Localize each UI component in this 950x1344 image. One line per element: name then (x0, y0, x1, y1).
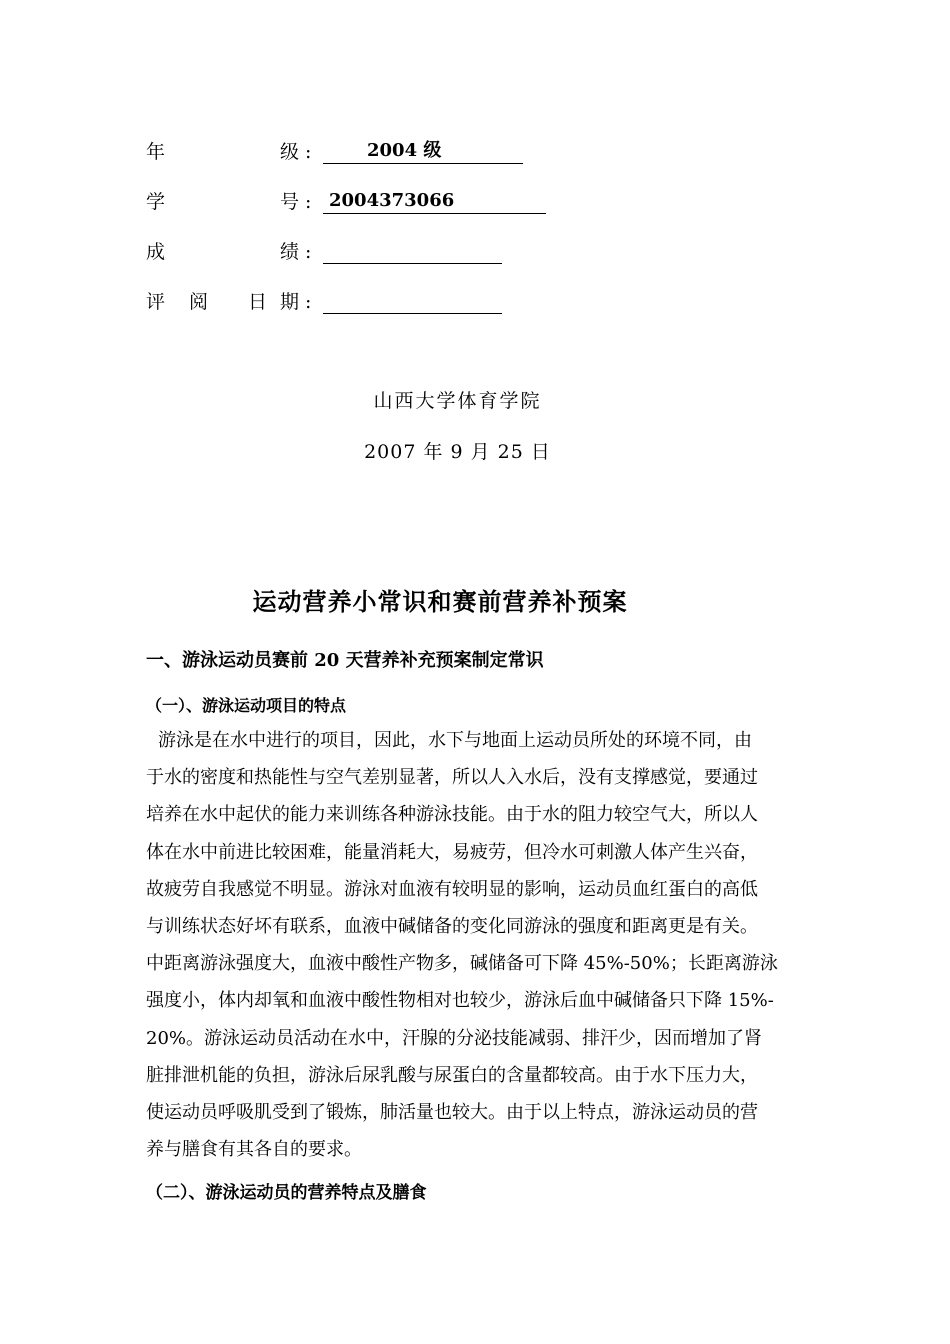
paragraph-line: 使运动员呼吸肌受到了锻炼，肺活量也较大。由于以上特点，游泳运动员的营 (146, 1101, 758, 1123)
institution-name: 山西大学体育学院 (373, 390, 542, 412)
paragraph-line: 养与膳食有其各自的要求。 (146, 1139, 362, 1161)
subsection-1-paragraph (146, 722, 806, 1168)
review-date-label-char-4: 期 (280, 291, 300, 313)
grade-label-char-2: 级 (280, 141, 300, 163)
student-id-label-char-1: 学 (146, 191, 166, 213)
paragraph-line: 强度小，体内却氧和血液中酸性物相对也较少，游泳后血中碱储备只下降 15%- (146, 990, 774, 1012)
paragraph-line: 培养在水中起伏的能力来训练各种游泳技能。由于水的阻力较空气大，所以人 (146, 804, 758, 826)
grade-label-char-1: 年 (146, 141, 166, 163)
student-id-colon: : (305, 191, 312, 213)
submission-date: 2007 年 9 月 25 日 (364, 441, 551, 463)
score-field (323, 237, 502, 264)
review-date-field (323, 287, 502, 314)
paragraph-line: 体在水中前进比较困难，能量消耗大，易疲劳，但冷水可刺激人体产生兴奋， (146, 841, 758, 863)
review-date-colon: : (305, 291, 312, 313)
review-date-label-char-3: 日 (248, 291, 268, 313)
score-label-char-1: 成 (146, 241, 166, 263)
paragraph-line: 中距离游泳强度大，血液中酸性产物多，碱储备可下降 45%-50%；长距离游泳 (146, 953, 778, 975)
score-colon: : (305, 241, 312, 263)
paragraph-line: 20%。游泳运动员活动在水中，汗腺的分泌技能减弱、排汗少，因而增加了肾 (146, 1027, 763, 1049)
review-date-label-char-1: 评 (146, 291, 166, 313)
paragraph-line: 游泳是在水中进行的项目，因此，水下与地面上运动员所处的环境不同，由 (158, 730, 752, 751)
paragraph-line: 于水的密度和热能性与空气差别显著，所以人入水后，没有支撑感觉，要通过 (146, 767, 758, 789)
grade-field: 2004 级 (323, 137, 523, 164)
score-label-char-2: 绩 (280, 241, 300, 263)
student-id-label-char-2: 号 (280, 191, 300, 213)
subsection-1-heading: （一）、游泳运动项目的特点 (146, 696, 347, 715)
section-1-heading: 一、游泳运动员赛前 20 天营养补充预案制定常识 (146, 650, 544, 671)
paragraph-line: 脏排泄机能的负担，游泳后尿乳酸与尿蛋白的含量都较高。由于水下压力大， (146, 1064, 758, 1086)
grade-colon: : (305, 141, 312, 163)
review-date-label-char-2: 阅 (189, 291, 209, 313)
document-title: 运动营养小常识和赛前营养补预案 (252, 587, 628, 616)
subsection-2-heading: （二）、游泳运动员的营养特点及膳食 (146, 1183, 427, 1203)
student-id-field: 2004373066 (323, 187, 546, 214)
paragraph-line: 故疲劳自我感觉不明显。游泳对血液有较明显的影响，运动员血红蛋白的高低 (146, 878, 758, 900)
paragraph-line: 与训练状态好坏有联系，血液中碱储备的变化同游泳的强度和距离更是有关。 (146, 915, 758, 937)
